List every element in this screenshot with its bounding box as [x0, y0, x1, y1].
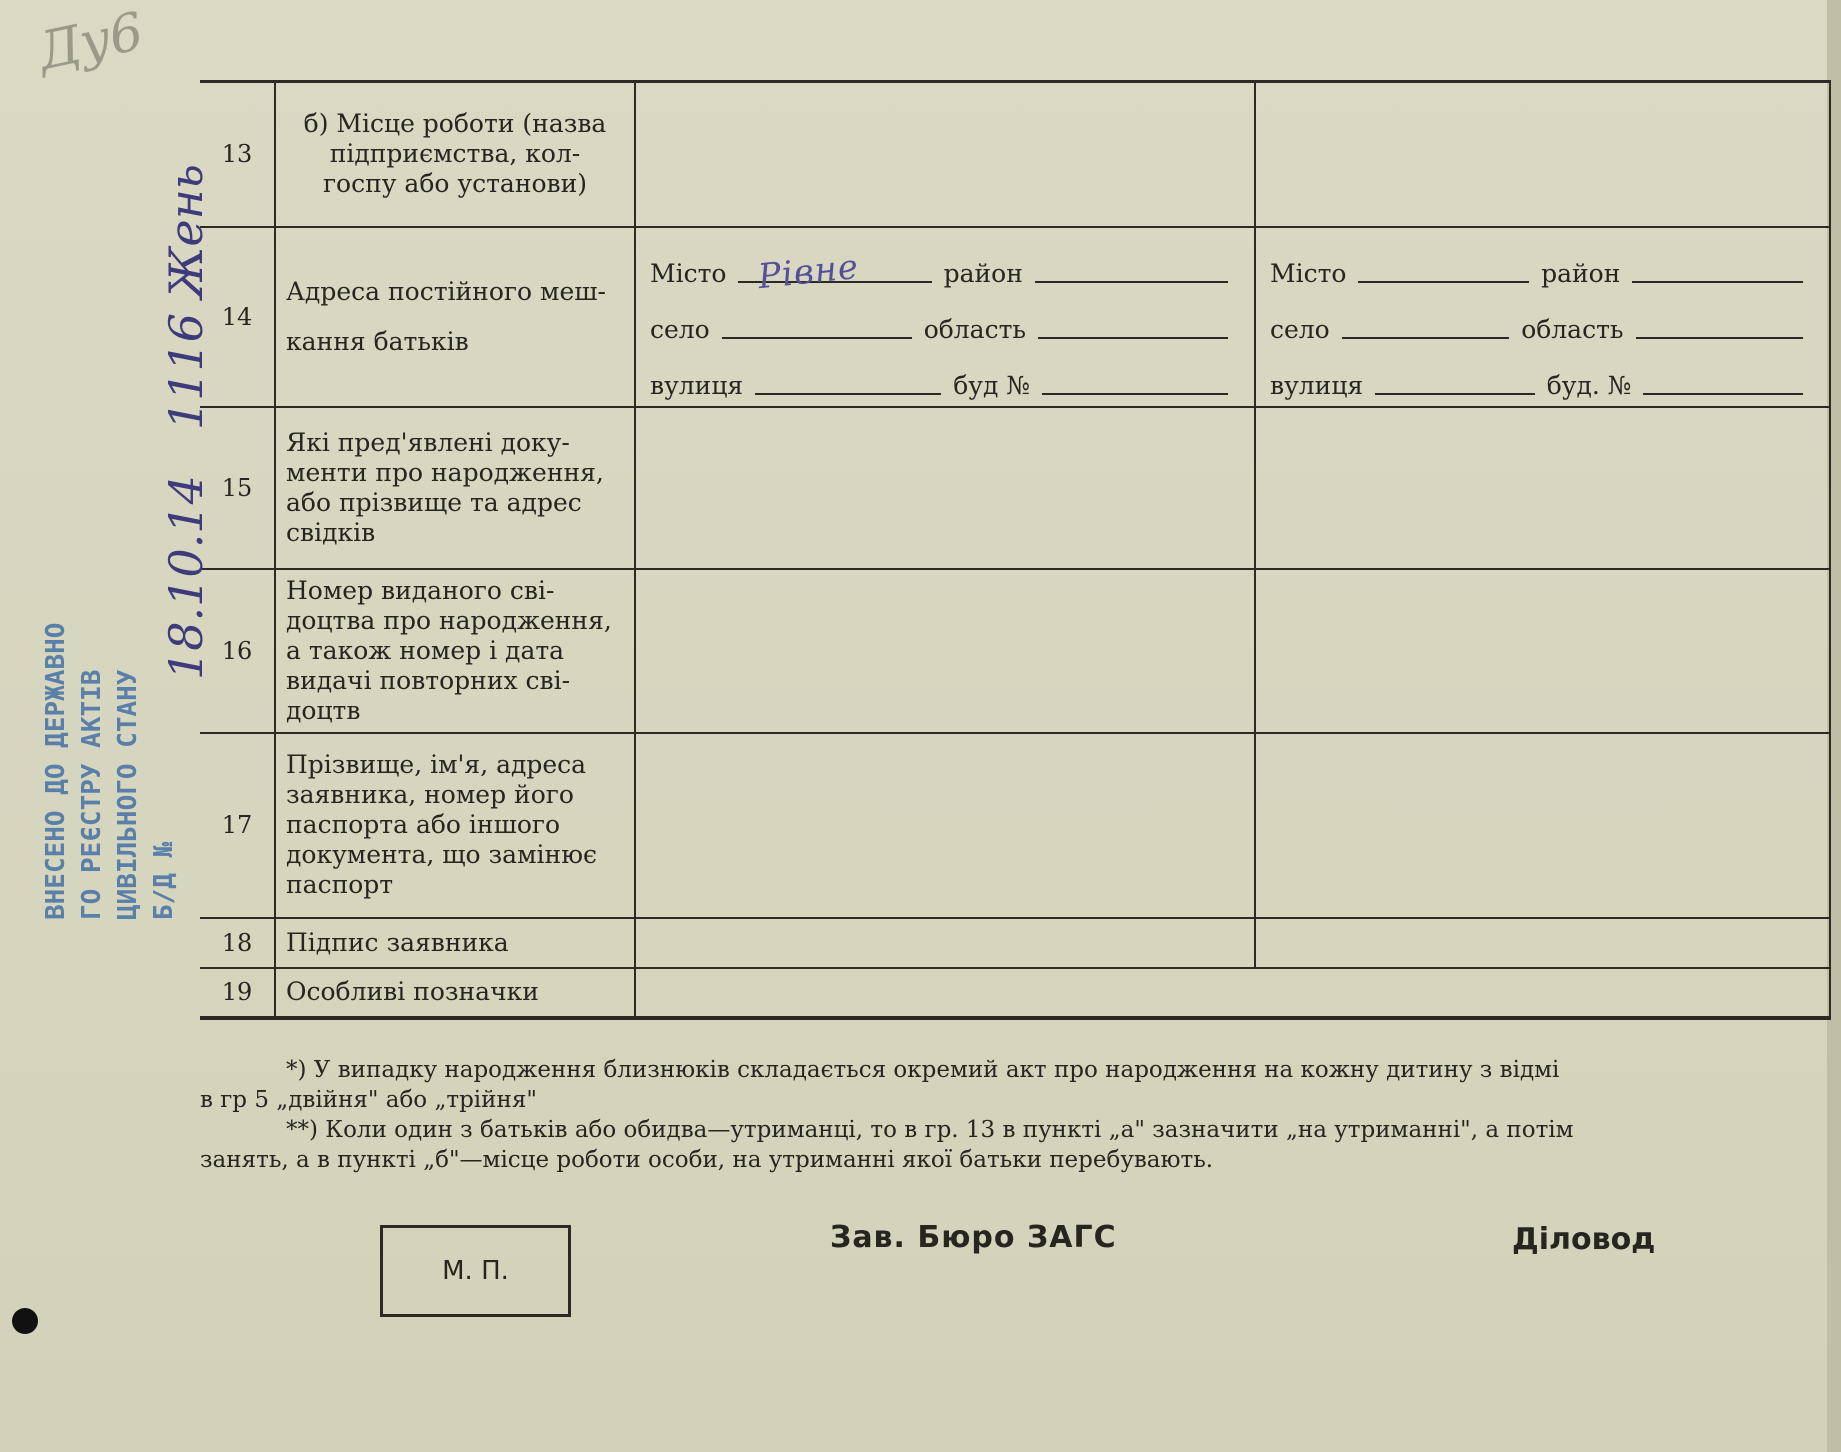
value-cell: [1255, 407, 1830, 569]
row-number: 13: [200, 82, 275, 227]
village-field: [1342, 311, 1509, 339]
region-label: область: [923, 314, 1027, 344]
footnote-1: *) У випадку народження близнюків складається окремий акт про народження на кожну дитину з відмі: [286, 1057, 1560, 1083]
table-row: [200, 227, 1830, 407]
value-cell: [1255, 82, 1830, 227]
value-cell: [1255, 918, 1830, 968]
row-number: 18: [200, 918, 275, 968]
district-label: район: [1541, 258, 1621, 288]
value-cell: [635, 569, 1255, 733]
row-label: Підпис заявника: [275, 918, 635, 968]
address-cell-left: [635, 227, 1255, 407]
village-field: [722, 311, 912, 339]
value-cell: [1255, 733, 1830, 918]
footnote-2: **) Коли один з батьків або обидва—утриманці, то в гр. 13 в пункті „а" зазначити „на утриманні", а потім: [286, 1117, 1574, 1143]
stamp-line: ЦИВІЛЬНОГО СТАНУ: [113, 669, 143, 920]
row-label: Прізвище, ім'я, адреса заявника, номер його паспорта або іншого документа, що замінює паспорт: [275, 733, 635, 918]
row-number: 16: [200, 569, 275, 733]
registry-head-signature: Зав. Бюро ЗАГС: [830, 1220, 1117, 1255]
district-field: [1035, 255, 1228, 283]
footnotes: [200, 1055, 1825, 1175]
stamp-line: Б/Д №: [149, 841, 178, 920]
handwritten-city: Рівне: [756, 246, 862, 297]
value-cell: [635, 733, 1255, 918]
city-label: Місто: [1270, 258, 1347, 288]
region-field: [1038, 311, 1228, 339]
row-label: б) Місце роботи (назва підприємства, кол- госпу або установи): [275, 82, 635, 227]
address-cell-right: [1255, 227, 1830, 407]
table-row: [200, 733, 1830, 918]
street-field: [1375, 367, 1535, 395]
registration-form-table: [200, 80, 1831, 1020]
row-number: 15: [200, 407, 275, 569]
district-label: район: [943, 258, 1023, 288]
street-label: вулиця: [650, 370, 744, 400]
building-field: [1643, 367, 1803, 395]
row-label: Номер виданого сві- доцтва про народження, а також номер і дата видачі повторних сві- доцтв: [275, 569, 635, 733]
region-label: область: [1521, 314, 1624, 344]
street-label: вулиця: [1270, 370, 1364, 400]
side-handwriting: [150, 60, 230, 680]
row-number: 19: [200, 968, 275, 1018]
stamp-line: ВНЕСЕНО ДО ДЕРЖАВНО: [41, 622, 71, 920]
city-label: Місто: [650, 258, 727, 288]
value-cell: [1255, 569, 1830, 733]
table-row: [200, 968, 1830, 1018]
row-label: Які пред'явлені доку- менти про народження, або прізвище та адрес свідків: [275, 407, 635, 569]
punch-hole: [12, 1308, 38, 1334]
value-cell: [635, 918, 1255, 968]
row-number: 14: [200, 227, 275, 407]
footnote-2-cont: занять, а в пункті „б"—місце роботи особи, на утриманні якої батьки перебувають.: [200, 1147, 1214, 1173]
row-number: 17: [200, 733, 275, 918]
value-cell: [635, 968, 1830, 1018]
region-field: [1636, 311, 1803, 339]
corner-handwritten-mark: Ду6: [32, 1, 149, 83]
row-label: Адреса постійного меш- кання батьків: [275, 227, 635, 407]
value-cell: [635, 82, 1255, 227]
table-row: [200, 407, 1830, 569]
table-row: [200, 82, 1830, 227]
building-label: буд. №: [1546, 370, 1632, 400]
district-field: [1632, 255, 1803, 283]
stamp-place-box: М. П.: [380, 1225, 571, 1317]
stamp-line: ГО РЕЄСТРУ АКТІВ: [77, 669, 107, 920]
village-label: село: [650, 314, 710, 344]
building-field: [1042, 367, 1228, 395]
village-label: село: [1270, 314, 1330, 344]
handwritten-number: 1116 Жень: [159, 164, 213, 430]
building-label: буд №: [953, 370, 1030, 400]
city-field: [738, 246, 931, 297]
handwritten-date: 18.10.14: [159, 475, 213, 680]
city-field: [1358, 255, 1529, 283]
street-field: [755, 367, 941, 395]
row-label: Особливі позначки: [275, 968, 635, 1018]
table-row: [200, 569, 1830, 733]
footnote-1-cont: в гр 5 „двійня" або „трійня": [200, 1087, 537, 1113]
clerk-signature: Діловод: [1512, 1222, 1656, 1257]
value-cell: [635, 407, 1255, 569]
table-row: [200, 918, 1830, 968]
